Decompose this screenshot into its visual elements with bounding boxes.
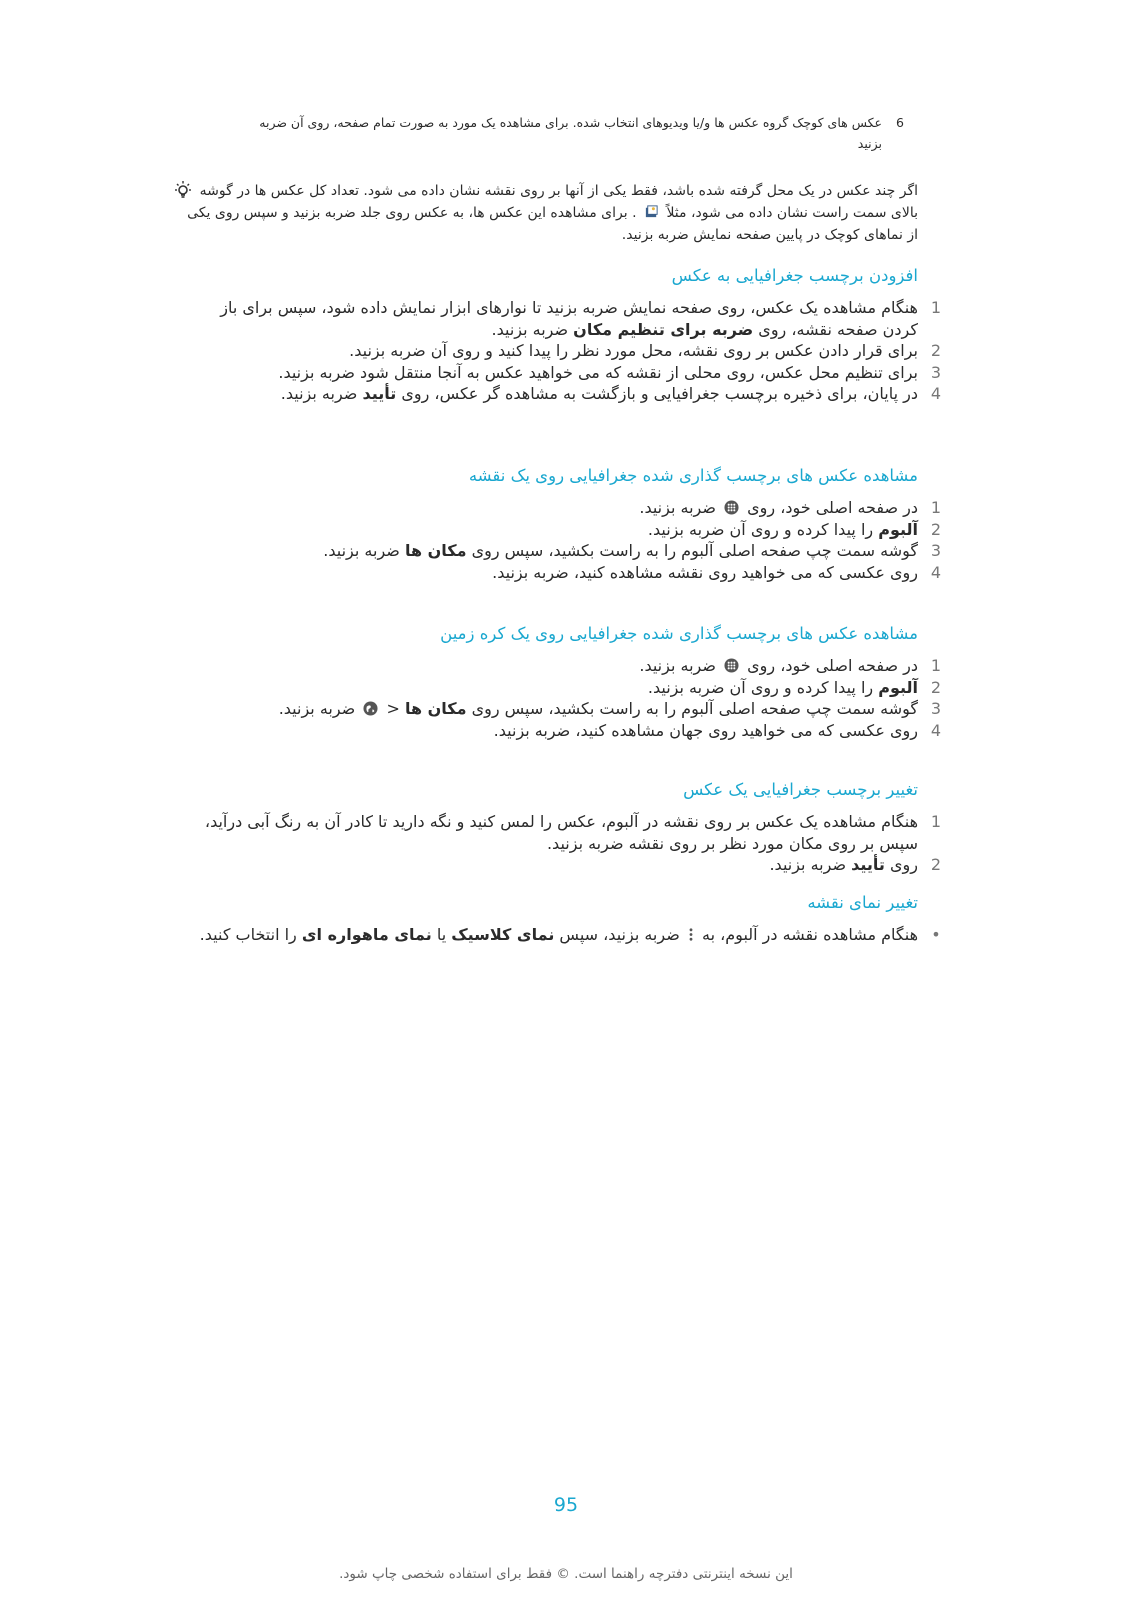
step-text-end: ضربه بزنید. <box>769 855 847 874</box>
step-text-end: را انتخاب کنید. <box>199 925 297 944</box>
section-title: مشاهده عکس های برچسب گذاری شده جغرافیایی روی یک نقشه <box>468 466 918 485</box>
photo-stack-icon <box>644 204 659 219</box>
section-title: افزودن برچسب جغرافیایی به عکس <box>671 266 918 285</box>
apps-grid-icon <box>724 658 739 673</box>
list-item <box>196 519 942 541</box>
steps-list <box>196 297 942 405</box>
step-number: 3 <box>930 541 942 560</box>
step-text-or: یا <box>436 925 447 944</box>
step-number: 1 <box>930 298 942 317</box>
page-number: 95 <box>553 1494 579 1516</box>
steps-list <box>196 811 942 876</box>
step-text-end: ضربه بزنید. <box>280 384 358 403</box>
step-text: گوشه سمت چپ صفحه اصلی آلبوم را به راست بکشید، سپس روی <box>471 699 918 718</box>
list-item <box>196 562 942 584</box>
figure-note-text: عکس های کوچک گروه عکس ها و/یا ویدیوهای انتخاب شده. برای مشاهده یک مورد به صورت تمام صفحه، روی آن ضربه بزنید <box>259 115 882 151</box>
section-title: تغییر برچسب جغرافیایی یک عکس <box>683 780 918 799</box>
step-bold-text: نمای کلاسیک <box>451 925 555 944</box>
list-item <box>196 383 942 405</box>
list-item <box>196 720 942 742</box>
step-number: 4 <box>930 562 942 582</box>
step-text-middle: ضربه بزنید، سپس <box>559 925 680 944</box>
steps-list <box>196 655 942 741</box>
apps-grid-icon <box>724 500 739 515</box>
step-text-end: ضربه بزنید. <box>491 319 569 339</box>
figure-note-number: 6 <box>896 115 904 130</box>
step-bold-text-2: نمای ماهواره ای <box>301 925 432 944</box>
list-item <box>196 340 942 362</box>
step-text-separator: < <box>386 699 400 718</box>
step-number: 2 <box>930 341 942 360</box>
list-item <box>196 497 942 519</box>
globe-icon <box>363 701 378 716</box>
step-bold-text: مکان ها <box>404 699 467 718</box>
step-text: هنگام مشاهده یک عکس، روی صفحه نمایش ضربه بزنید تا نوارهای ابزار نمایش داده شود، سپس برای باز کردن صفحه نقشه، روی <box>220 298 918 339</box>
step-text: در صفحه اصلی خود، روی <box>747 498 918 517</box>
step-text: گوشه سمت چپ صفحه اصلی آلبوم را به راست بکشید، سپس روی <box>471 541 918 560</box>
step-text: در صفحه اصلی خود، روی <box>747 656 918 675</box>
step-number: 4 <box>930 720 942 740</box>
step-text-end: را پیدا کرده و روی آن ضربه بزنید. <box>647 677 874 697</box>
figure-note <box>236 112 918 154</box>
section-title: مشاهده عکس های برچسب گذاری شده جغرافیایی روی یک کره زمین <box>440 624 918 643</box>
step-bold-text: آلبوم <box>878 677 918 697</box>
section-title: تغییر نمای نقشه <box>807 893 918 912</box>
step-text: روی عکسی که می خواهید روی نقشه مشاهده کنید، ضربه بزنید. <box>492 562 918 582</box>
step-text: هنگام مشاهده نقشه در آلبوم، به <box>701 925 918 944</box>
step-bold-text: تأیید <box>851 855 885 874</box>
footer-note: این نسخه اینترنتی دفترچه راهنما است. © فقط برای استفاده شخصی چاپ شود. <box>339 1566 793 1582</box>
list-item <box>196 677 942 699</box>
list-item <box>196 924 941 946</box>
list-item <box>196 540 942 562</box>
step-bold-text: آلبوم <box>878 519 918 539</box>
list-item <box>196 698 942 720</box>
list-item <box>196 811 942 854</box>
step-bold-text: تأیید <box>362 384 397 403</box>
steps-list <box>196 924 941 946</box>
step-number: 1 <box>930 656 942 675</box>
step-number: 2 <box>930 519 942 539</box>
list-item <box>196 655 942 677</box>
lightbulb-icon <box>172 180 194 202</box>
tip-text-before: اگر چند عکس در یک محل گرفته شده باشد، فقط یکی از آنها بر روی نقشه نشان داده می شود. تعداد کل عکس ها در گوشه بالای سمت راست نشان داده می شود، مثلاً <box>199 183 918 221</box>
step-text: برای قرار دادن عکس بر روی نقشه، محل مورد نظر را پیدا کنید و روی آن ضربه بزنید. <box>349 341 918 360</box>
document-page <box>187 0 942 1600</box>
step-number: 3 <box>930 362 942 382</box>
bullet: • <box>931 925 941 944</box>
tip-box <box>176 180 918 246</box>
tip-text-after: . برای مشاهده این عکس ها، به عکس روی جلد ضربه بزنید و سپس روی یکی از نماهای کوچک در پایین صفحه نمایش ضربه بزنید. <box>187 205 918 243</box>
list-item <box>196 362 942 384</box>
step-number: 3 <box>930 699 942 718</box>
step-number: 4 <box>930 384 942 403</box>
tip-text <box>176 180 918 246</box>
step-text: روی <box>890 855 918 874</box>
step-bold-text: ضربه برای تنظیم مکان <box>573 319 754 339</box>
step-text-end: ضربه بزنید. <box>278 699 356 718</box>
step-text-end: ضربه بزنید. <box>639 498 716 517</box>
step-text: هنگام مشاهده یک عکس بر روی نقشه در آلبوم، عکس را لمس کنید و نگه دارید تا کادر آن به رنگ آبی درآید، سپس بر روی مکان مورد نظر بر روی نقشه ضربه بزنید. <box>204 812 918 853</box>
list-item <box>196 297 942 340</box>
step-text: در پایان، برای ذخیره برچسب جغرافیایی و بازگشت به مشاهده گر عکس، روی <box>401 384 918 403</box>
step-text-end: ضربه بزنید. <box>323 541 400 560</box>
step-number: 1 <box>930 498 942 517</box>
step-number: 2 <box>930 677 942 697</box>
step-number: 2 <box>930 855 942 874</box>
list-item <box>196 854 942 876</box>
step-number: 1 <box>930 812 942 831</box>
step-text-end: را پیدا کرده و روی آن ضربه بزنید. <box>647 519 874 539</box>
step-text: روی عکسی که می خواهید روی جهان مشاهده کنید، ضربه بزنید. <box>493 720 918 740</box>
steps-list <box>196 497 942 583</box>
step-text-end: ضربه بزنید. <box>639 656 716 675</box>
menu-dots-icon <box>688 927 694 942</box>
step-bold-text: مکان ها <box>404 541 467 560</box>
step-text: برای تنظیم محل عکس، روی محلی از نقشه که می خواهید عکس به آنجا منتقل شود ضربه بزنید. <box>278 362 918 382</box>
